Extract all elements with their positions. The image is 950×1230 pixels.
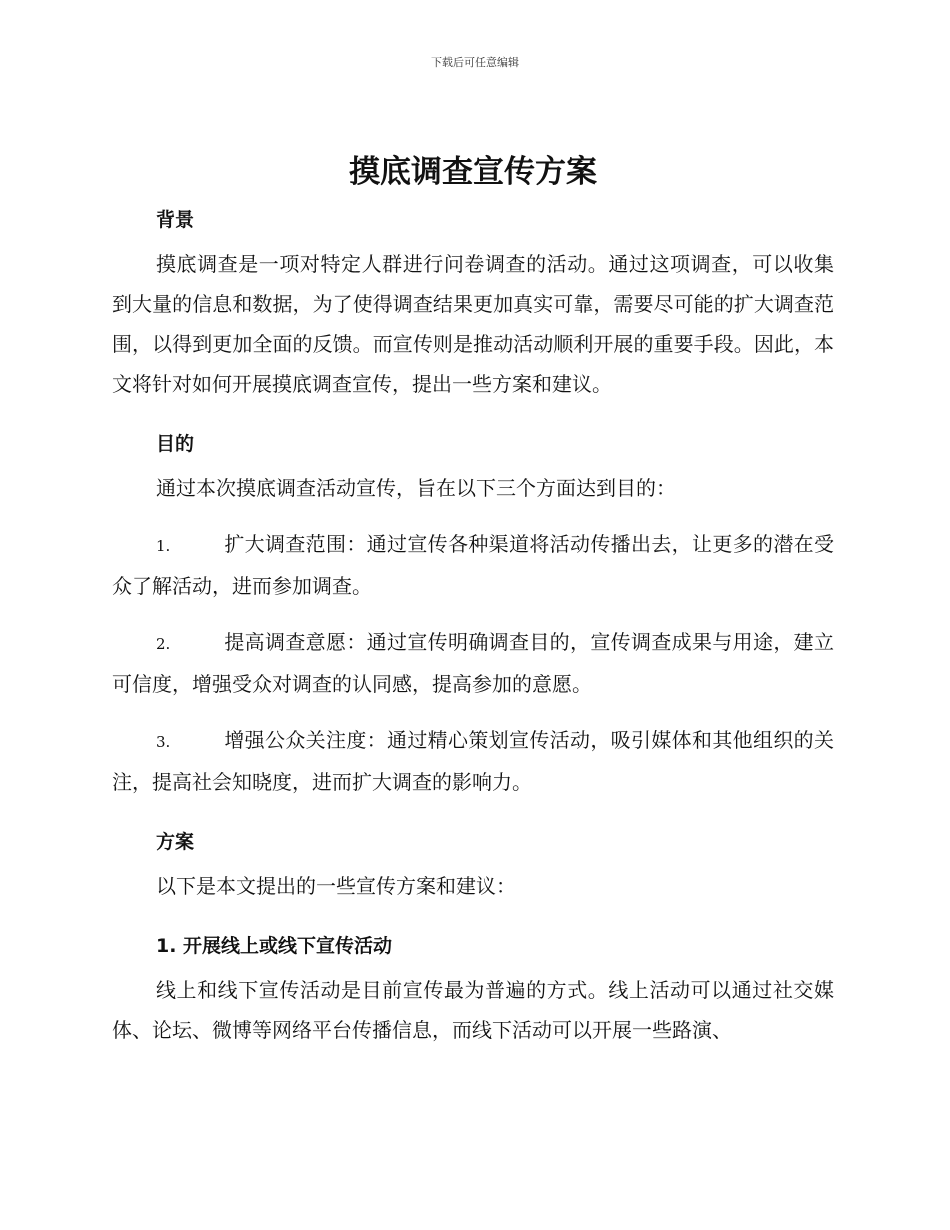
plan-subheading-1: 1. 开展线上或线下宣传活动 <box>156 935 393 957</box>
list-text: 增强公众关注度：通过精心策划宣传活动，吸引媒体和其他组织的关注，提高社会知晓度，进而扩大调查的影响力。 <box>112 728 834 794</box>
plan-intro: 以下是本文提出的一些宣传方案和建议： <box>156 874 516 898</box>
document-title: 摸底调查宣传方案 <box>349 154 597 190</box>
section-heading-plan: 方案 <box>156 831 195 853</box>
list-number: 1. <box>156 537 171 555</box>
purpose-list-item <box>112 524 834 606</box>
background-paragraph: 摸底调查是一项对特定人群进行问卷调查的活动。通过这项调查，可以收集到大量的信息和数据，为了使得调查结果更加真实可靠，需要尽可能的扩大调查范围，以得到更加全面的反馈。而宣传则是推动活动顺利开展的重要手段。因此，本文将针对如何开展摸底调查宣传，提出一些方案和建议。 <box>112 252 834 396</box>
list-number: 3. <box>156 733 171 751</box>
page-header: 下载后可任意编辑 <box>431 56 519 69</box>
document-body <box>112 148 834 1066</box>
purpose-list-item <box>112 622 834 704</box>
section-heading-purpose: 目的 <box>156 433 195 455</box>
purpose-intro: 通过本次摸底调查活动宣传，旨在以下三个方面达到目的： <box>156 476 676 500</box>
list-text: 提高调查意愿：通过宣传明确调查目的，宣传调查成果与用途，建立可信度，增强受众对调查的认同感，提高参加的意愿。 <box>112 630 834 696</box>
list-text: 扩大调查范围：通过宣传各种渠道将活动传播出去，让更多的潜在受众了解活动，进而参加调查。 <box>112 532 834 598</box>
section-heading-background: 背景 <box>156 209 195 231</box>
plan-sub1-paragraph: 线上和线下宣传活动是目前宣传最为普遍的方式。线上活动可以通过社交媒体、论坛、微博等网络平台传播信息，而线下活动可以开展一些路演、 <box>112 978 834 1042</box>
list-number: 2. <box>156 635 171 653</box>
purpose-list-item <box>112 720 834 802</box>
